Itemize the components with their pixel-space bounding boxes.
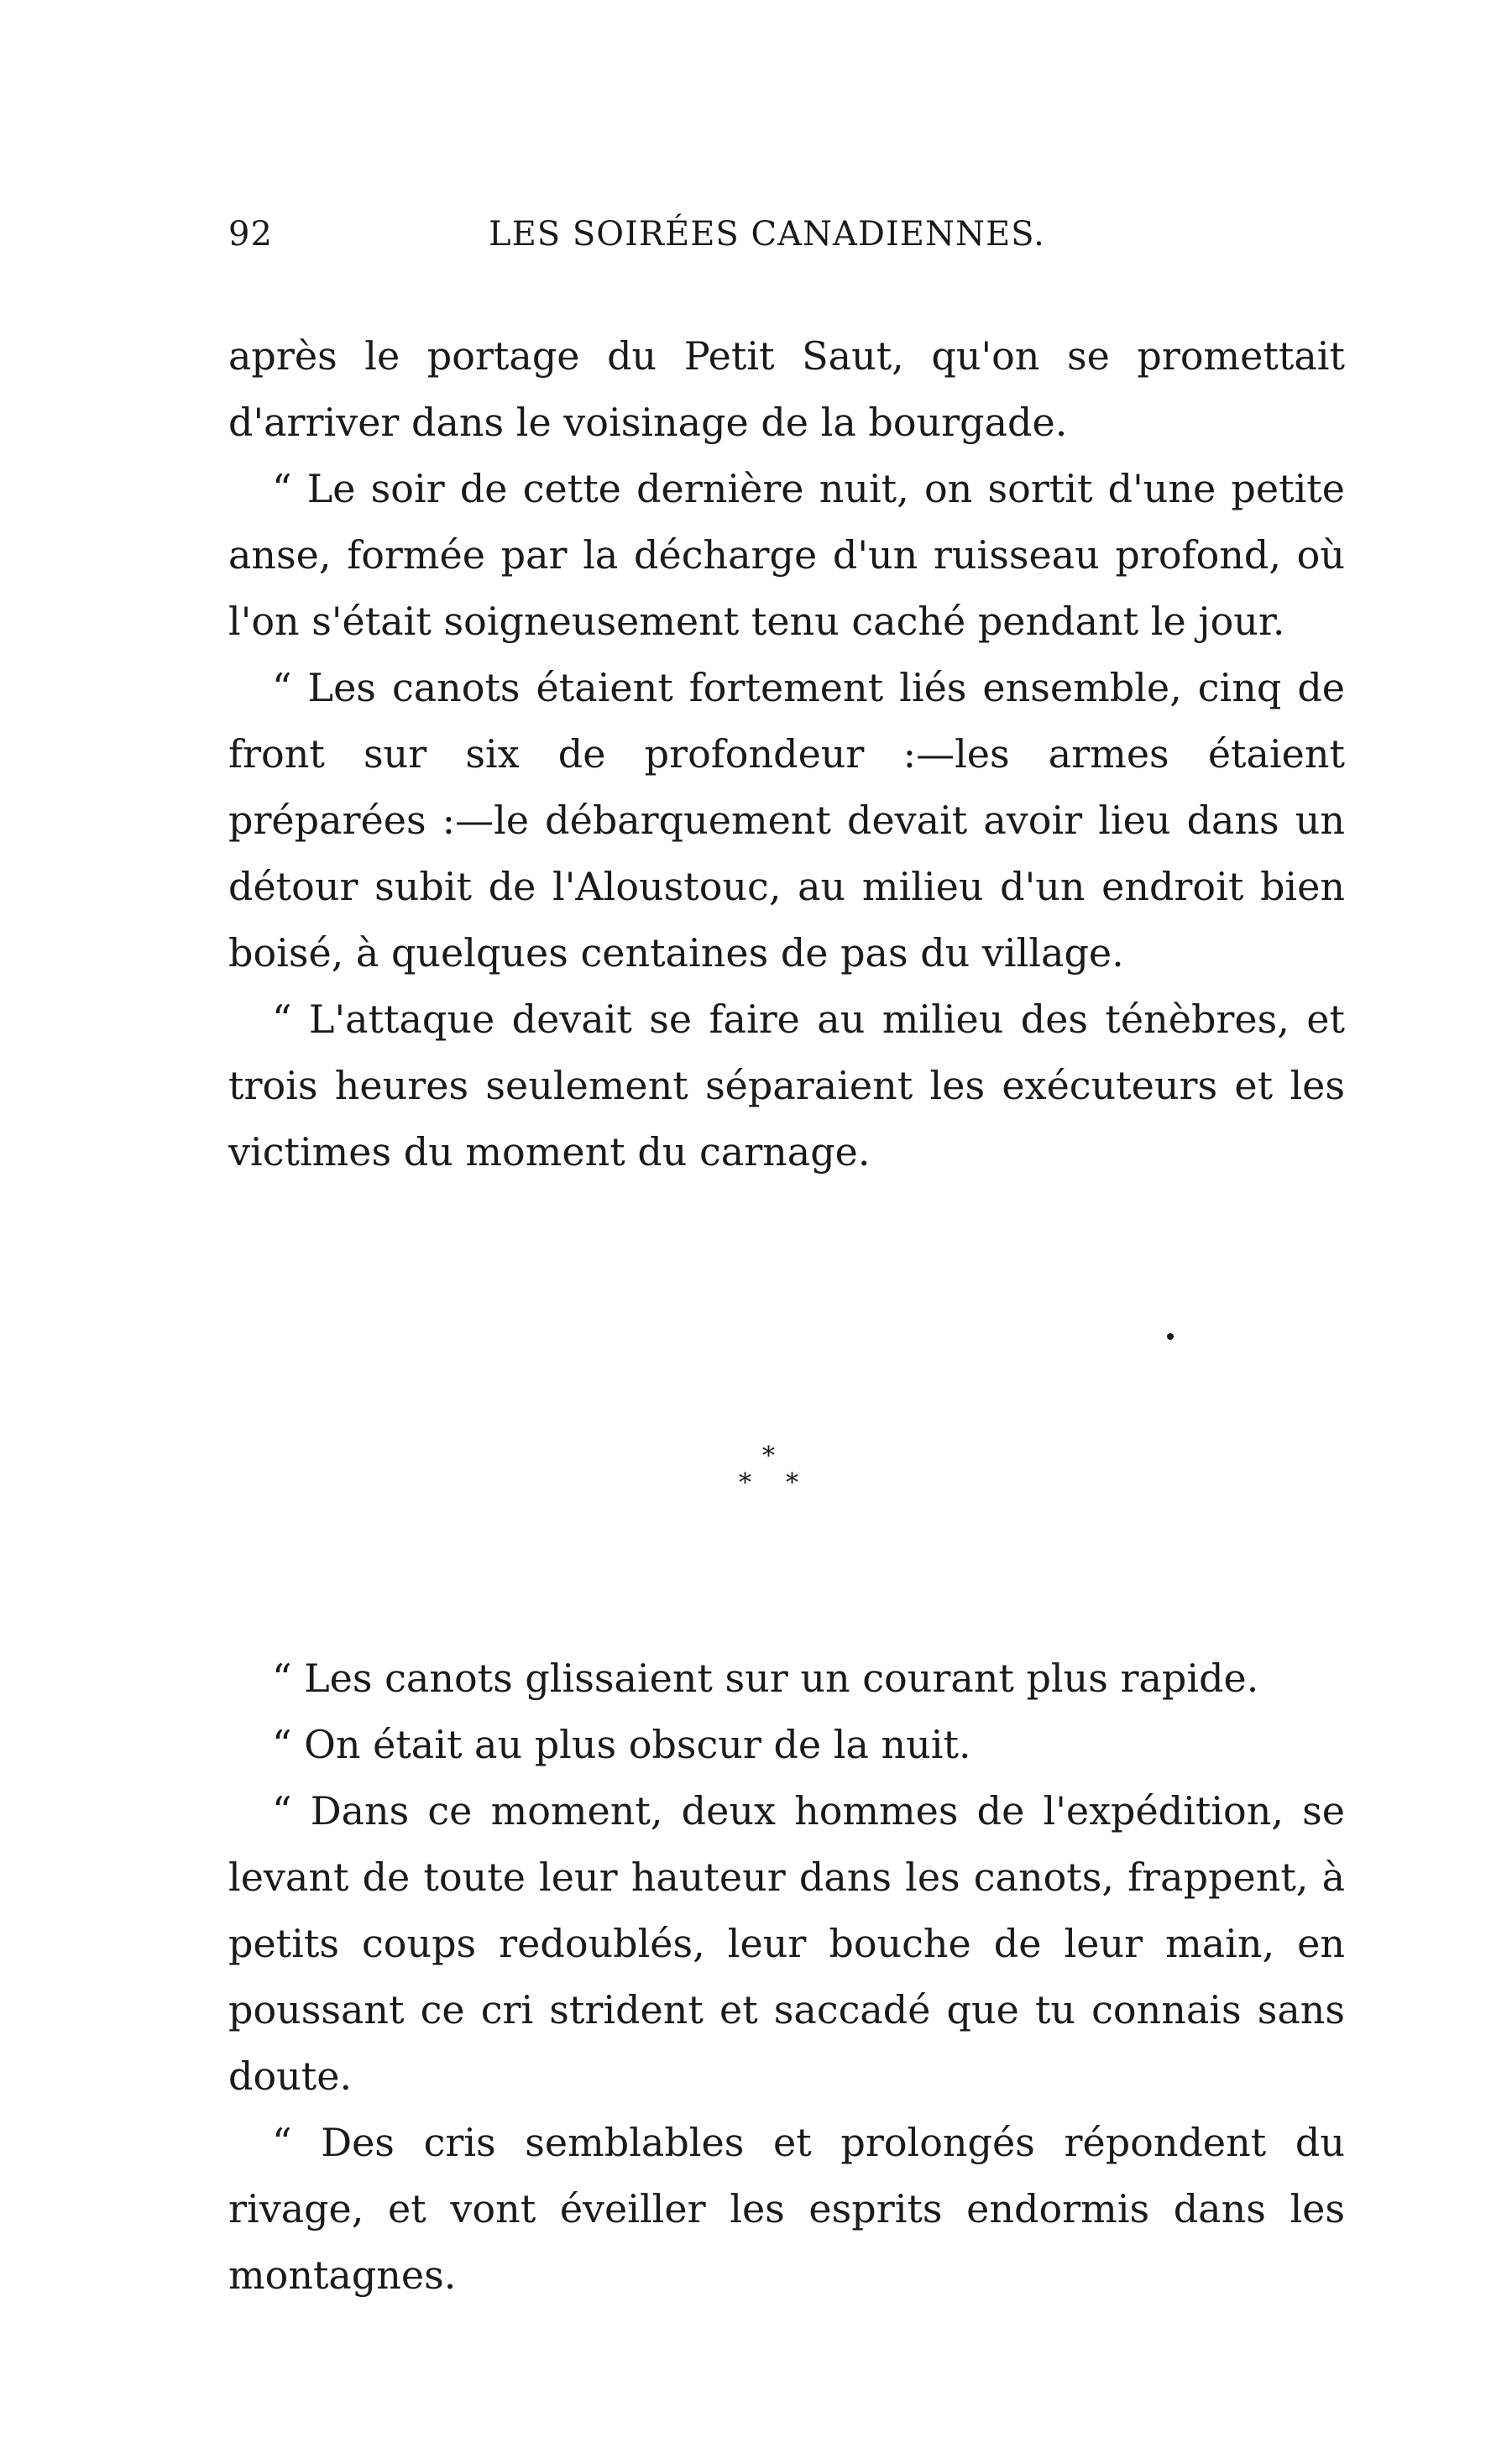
paragraph: “ Le soir de cette dernière nuit, on sortit d'une petite anse, formée par la décharge d'un ruisseau profond, où l'on s'était soigneusement tenu caché pendant le jour. bbox=[228, 466, 1345, 644]
ink-speck bbox=[1167, 1333, 1174, 1340]
text-block-bottom bbox=[228, 1645, 1345, 2309]
paragraph: “ Les canots étaient fortement liés ensemble, cinq de front sur six de profondeur :—les armes étaient préparées :—le débarquement devait avoir lieu dans un détour subit de l'Aloustouc, au milieu d'un endroit bien boisé, à quelques centaines de pas du village. bbox=[228, 665, 1345, 976]
paragraph: “ L'attaque devait se faire au milieu des ténèbres, et trois heures seulement séparaient les exécuteurs et les victimes du moment du carnage. bbox=[228, 997, 1345, 1174]
asterism-star: * bbox=[762, 1441, 775, 1471]
asterism-star: * bbox=[739, 1468, 751, 1498]
asterism-separator bbox=[730, 1441, 823, 1520]
paragraph: “ Dans ce moment, deux hommes de l'expédition, se levant de toute leur hauteur dans les canots, frappent, à petits coups redoublés, leur bouche de leur main, en poussant ce cri strident et saccadé que tu connais sans doute. bbox=[228, 1788, 1345, 2099]
paragraph: “ On était au plus obscur de la nuit. bbox=[272, 1722, 971, 1767]
running-title: LES SOIRÉES CANADIENNES. bbox=[489, 215, 1045, 254]
text-block-top bbox=[228, 323, 1345, 1185]
paragraph: après le portage du Petit Saut, qu'on se promettait d'arriver dans le voisinage de la bourgade. bbox=[228, 333, 1345, 445]
page-number: 92 bbox=[228, 215, 273, 254]
paragraph: “ Les canots glissaient sur un courant plus rapide. bbox=[272, 1656, 1259, 1701]
running-head bbox=[228, 215, 1345, 265]
asterism-star: * bbox=[786, 1468, 798, 1498]
paragraph: “ Des cris semblables et prolongés répondent du rivage, et vont éveiller les esprits endormis dans les montagnes. bbox=[228, 2120, 1345, 2298]
